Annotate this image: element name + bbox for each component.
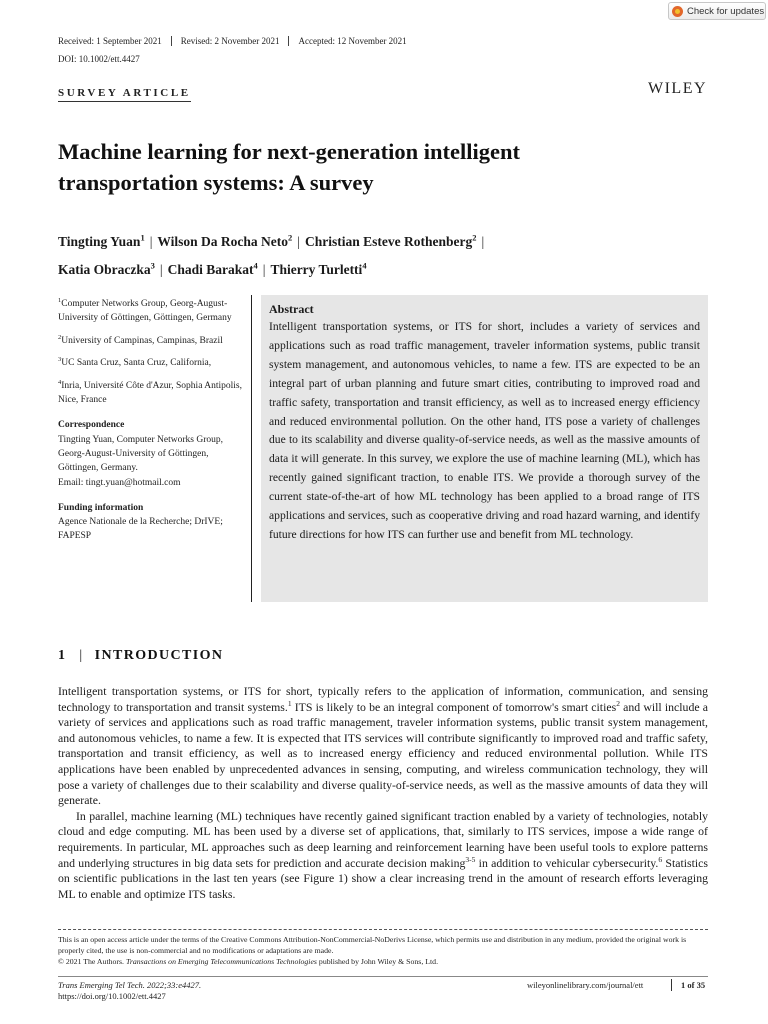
citation-ref[interactable]: 1 [287,698,292,708]
author-line-2: Katia Obraczka$^3$ | Chadi Barakat$^4$ | Thierry Turletti$^4$ [58,260,367,277]
doi-link[interactable]: https://doi.org/10.1002/ett.4427 [58,991,166,1001]
author-list [58,225,708,282]
license-text: This is an open access article under the terms of the Creative Commons Attribution-NonCommercial-NoDerivs License, which permits use and distribution in any medium, provided the original work is properly cited, the use is non-commercial and no modifications or adaptations are made. [58,935,687,955]
section-number: 1 [58,648,67,663]
footer-divider [58,976,708,977]
journal-reference: Trans Emerging Tel Tech. 2022;33:e4427. [58,980,202,990]
affiliation: $^3$UC Santa Cruz, Santa Cruz, California, [58,356,212,369]
paragraph: In parallel, machine learning (ML) techniques have recently gained significant traction enabled by a variety of technologies, notably cloud and edge computing. ML has been used by a diverse set of applications, that, similarly to ITS services, impose a wide range of requirements. In particular, ML approaches such as deep learning and reinforcement learning have been useful tools to explore patterns and underlying structures in big data sets for prediction and accurate decision making$^{3-5}$ in addition to vehicular cybersecurity.$^6$ Statistics on scientific publications in the last ten years (see Figure 1) show a clear increasing trend in the amount of research efforts leveraging ML to enable and optimize ITS tasks. [58,808,708,901]
article-history [58,36,416,46]
section-title: INTRODUCTION [94,648,224,663]
author-name[interactable]: Katia Obraczka$^3$ [58,260,155,277]
section-heading: 1 | INTRODUCTION [58,648,224,663]
paragraph: Intelligent transportation systems, or ITS for short, typically refers to the application of information, communication, and sensing technology to transportation and transit systems.$^1$ ITS is likely to be an integral component of tomorrow's smart cities$^2$ and will include a variety of services and applications such as road traffic management, traveler information systems, public transit system management, and autonomous vehicles, to name a few. It is expected that ITS services will contribute significantly to improved road and traffic safety, transportation and transit efficiency, as well as to increased energy efficiency and reduced environmental pollution. While ITS applications have been enabled by unprecedented advances in sensing, computing, and wireless communication technology, they will pose a variety of challenges due to their scalability and diverse quality-of-service needs, as well as the massive amounts of data they will generate. [58,684,708,808]
abstract-box [261,295,708,602]
crossmark-icon [672,6,683,17]
article-type: SURVEY ARTICLE [58,87,191,102]
author-name[interactable]: Thierry Turletti$^4$ [270,260,367,277]
column-divider [251,295,252,602]
affiliation: $^2$University of Campinas, Campinas, Brazil [58,333,223,346]
correspondence-heading: Correspondence [58,420,125,431]
author-info-column [58,294,243,544]
author-name[interactable]: Christian Esteve Rothenberg$^2$ [304,232,477,249]
copyright-line: © 2021 The Authors. Transactions on Emerging Telecommunications Technologies published by John Wiley & Sons, Ltd. [58,957,439,966]
page-number-divider [671,979,672,991]
citation-ref[interactable]: 6 [658,854,663,864]
funding-heading: Funding information [58,502,144,513]
received-date: Received: 1 September 2021 [58,36,162,46]
paper-title: Machine learning for next-generation intelligent transportation systems: A survey [58,139,521,195]
citation-ref[interactable]: 2 [616,698,620,708]
footnote-divider [58,929,708,930]
correspondence-text: Tingting Yuan, Computer Networks Group, Georg-August-University of Göttingen, Göttingen, Germany. [58,434,224,474]
citation-ref[interactable]: 3-5 [465,854,476,864]
check-for-updates-badge[interactable] [668,2,766,20]
revised-date: Revised: 2 November 2021 [171,36,289,46]
affiliation: $^4$Inria, Université Côte d'Azur, Sophia Antipolis, Nice, France [58,378,243,406]
affiliation: $^1$Computer Networks Group, Georg-August-University of Göttingen, Göttingen, Germany [58,297,232,324]
correspondence-email[interactable]: Email: tingt.yuan@hotmail.com [58,477,181,488]
author-name[interactable]: Tingting Yuan$^1$ [58,232,145,249]
accepted-date: Accepted: 12 November 2021 [288,36,415,46]
abstract-heading: Abstract [269,302,314,316]
abstract-text: Intelligent transportation systems, or ITS for short, includes a variety of services and applications such as road traffic management, traveler information systems, public transit system management, and autonomous vehicles, to name a few. ITS are expected to be an integral part of urban planning and future smart cities, contributing to improved road and traffic safety, transportation and transit efficiency, as well as to increased energy efficiency and reduced environmental pollution. On the other hand, ITS pose a variety of challenges due to its scalability and diverse quality-of-service needs, as well as the massive amounts of data it will generate. In this survey, we explore the use of machine learning (ML), which has recently gained significant traction, to enable ITS. We provide a thorough survey of the current state-of-the-art of how ML technology has been applied to a broad range of ITS applications and services, such as cooperative driving and road hazard warning, and identify future directions for how ITS can further use and benefit from ML technology. [269,320,700,541]
author-name[interactable]: Wilson Da Rocha Neto$^2$ [157,232,293,249]
license-note [58,934,708,967]
body-text [58,684,708,902]
author-name[interactable]: Chadi Barakat$^4$ [167,260,258,277]
funding-text: Agence Nationale de la Recherche; DrIVE; FAPESP [58,517,223,542]
journal-citation [58,980,201,1002]
page-number: 1 of 35 [681,980,706,990]
journal-website-link[interactable]: wileyonlinelibrary.com/journal/ett [527,980,644,990]
author-line-1: Tingting Yuan$^1$ | Wilson Da Rocha Neto$^2$ | Christian Esteve Rothenberg$^2$ | [58,232,485,249]
doi: DOI: 10.1002/ett.4427 [58,54,140,64]
check-for-updates-label: Check for updates [687,5,765,17]
publisher-logo: WILEY [648,80,708,97]
